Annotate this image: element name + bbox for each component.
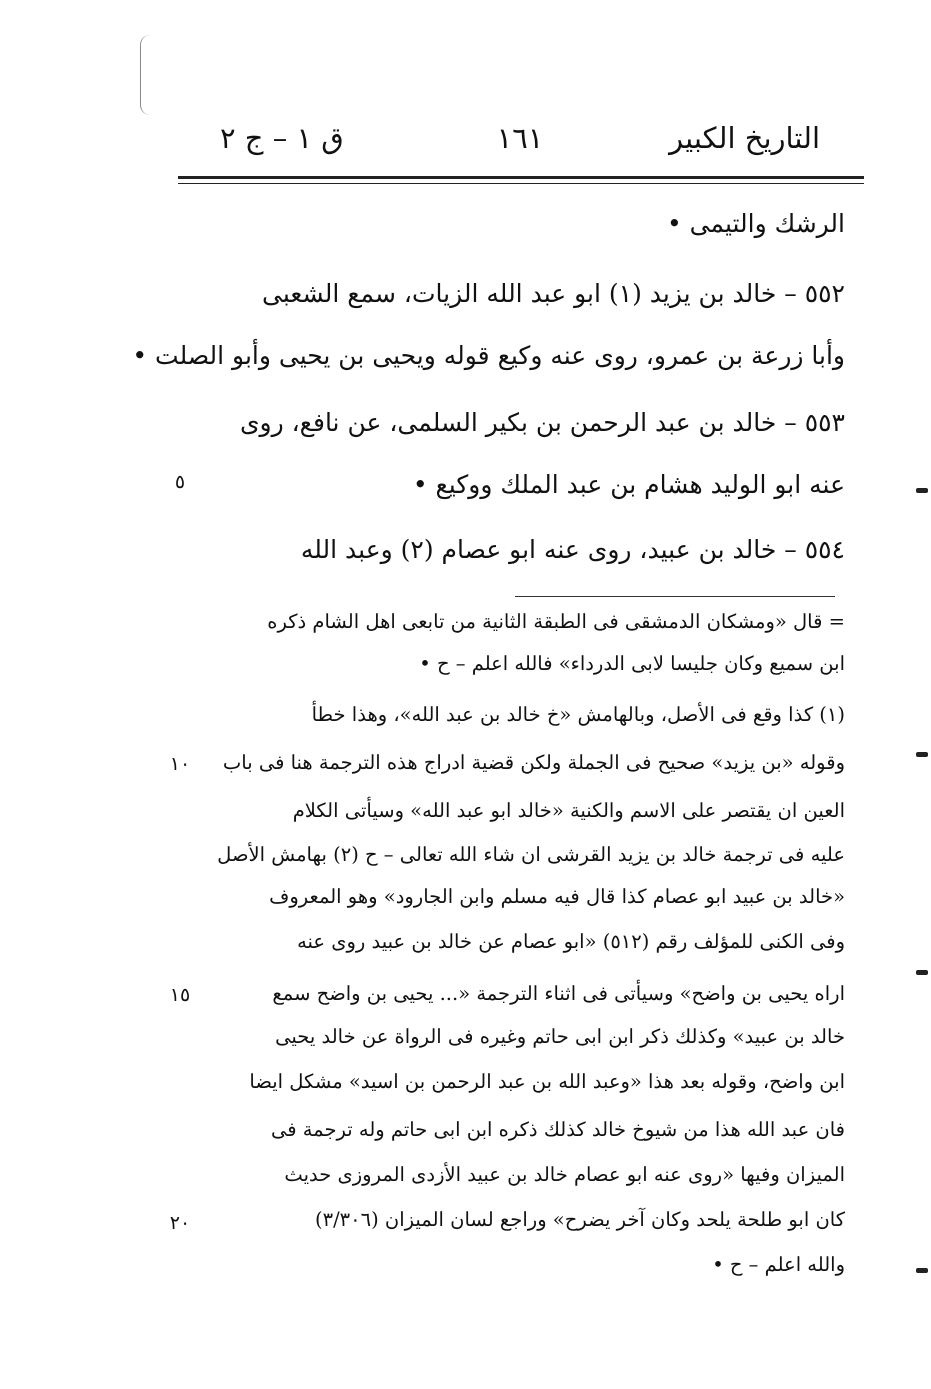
footnote-separator bbox=[515, 596, 835, 597]
footnote-line: فان عبد الله هذا من شيوخ خالد كذلك ذكره ابن ابى حاتم وله ترجمة فى bbox=[270, 1118, 845, 1141]
main-text-line: ٥٥٤ – خالد بن عبيد، روى عنه ابو عصام (٢) وعبد الله bbox=[300, 535, 845, 564]
line-number: ٢٠ bbox=[169, 1212, 191, 1234]
footnote-line: كان ابو طلحة يلحد وكان آخر يضرح» وراجع لسان الميزان (٣/٣٠٦) bbox=[315, 1208, 845, 1231]
line-number: ١٥ bbox=[169, 984, 191, 1006]
footnote-line: وفى الكنى للمؤلف رقم (٥١٢) «ابو عصام عن خالد بن عبيد روى عنه bbox=[297, 930, 845, 953]
footnote-line: والله اعلم – ح • bbox=[712, 1253, 845, 1276]
footnote-line: ابن واضح، وقوله بعد هذا «وعبد الله بن عبد الرحمن بن اسيد» مشكل ايضا bbox=[249, 1070, 845, 1093]
margin-tick-mark bbox=[916, 752, 928, 757]
line-number: ١٠ bbox=[169, 753, 191, 775]
footnote-line: ابن سميع وكان جليسا لابى الدرداء» فالله اعلم – ح • bbox=[419, 652, 845, 675]
footnote-line: الميزان وفيها «روى عنه ابو عصام خالد بن عبيد الأزدى المروزى حديث bbox=[284, 1163, 845, 1186]
footnote-line: = قال «ومشكان الدمشقى فى الطبقة الثانية من تابعى اهل الشام ذكره bbox=[267, 610, 845, 633]
margin-tick-mark bbox=[916, 1268, 928, 1273]
header-rule-thin bbox=[178, 183, 864, 184]
footnote-line: وقوله «بن يزيد» صحيح فى الجملة ولكن قضية ادراج هذه الترجمة هنا فى باب bbox=[222, 751, 845, 774]
header-rule-thick bbox=[178, 176, 864, 179]
footnote-line: اراه يحيى بن واضح» وسيأتى فى اثناء الترجمة «... يحيى بن واضح سمع bbox=[272, 982, 845, 1005]
volume-reference: ق ١ – ج ٢ bbox=[220, 121, 344, 155]
footnote-line: «خالد بن عبيد ابو عصام كذا قال فيه مسلم وابن الجارود» وهو المعروف bbox=[269, 885, 845, 908]
main-text-line: وأبا زرعة بن عمرو، روى عنه وكيع قوله ويحيى بن يحيى وأبو الصلت • bbox=[132, 341, 845, 370]
footnote-line: خالد بن عبيد» وكذلك ذكر ابن ابى حاتم وغيره فى الرواة عن خالد يحيى bbox=[275, 1025, 845, 1048]
main-text-line: عنه ابو الوليد هشام بن عبد الملك ووكيع • bbox=[412, 470, 845, 499]
margin-tick-mark bbox=[916, 488, 928, 493]
footnote-line: عليه فى ترجمة خالد بن يزيد القرشى ان شاء الله تعالى – ح (٢) بهامش الأصل bbox=[217, 843, 845, 866]
line-number: ٥ bbox=[174, 471, 186, 493]
running-title: التاريخ الكبير bbox=[669, 121, 820, 155]
margin-bracket-mark bbox=[140, 35, 155, 115]
main-text-line: ٥٥٣ – خالد بن عبد الرحمن بن بكير السلمى، عن نافع، روى bbox=[239, 408, 845, 437]
footnote-line: (١) كذا وقع فى الأصل، وبالهامش «خ خالد بن عبد الله»، وهذا خطأ bbox=[311, 703, 845, 726]
margin-tick-mark bbox=[916, 970, 928, 975]
main-text-line: الرشك والتيمى • bbox=[666, 209, 845, 238]
page-number: ١٦١ bbox=[496, 121, 544, 155]
main-text-line: ٥٥٢ – خالد بن يزيد (١) ابو عبد الله الزيات، سمع الشعبى bbox=[262, 279, 845, 308]
footnote-line: العين ان يقتصر على الاسم والكنية «خالد ابو عبد الله» وسيأتى الكلام bbox=[292, 799, 845, 822]
